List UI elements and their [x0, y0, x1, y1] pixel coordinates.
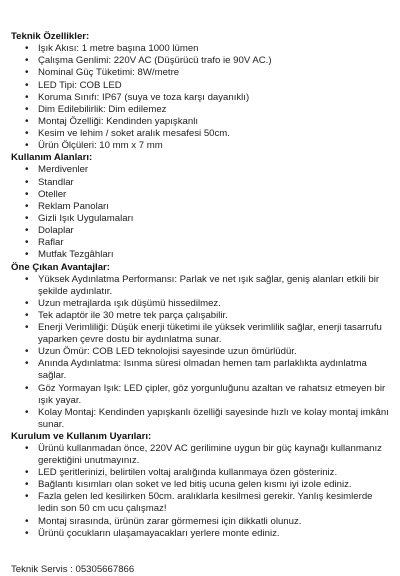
list-item: • Uzun Ömür: COB LED teknolojisi sayesinde uzun ömürlüdür. [25, 346, 392, 358]
list-item: • Standlar [25, 177, 392, 189]
list-item: • Dolaplar [25, 225, 392, 237]
list-item: • Nominal Güç Tüketimi: 8W/metre [25, 67, 392, 79]
list-item: • Montaj sırasında, ürünün zarar görmemesi için dikkatli olunuz. [25, 516, 392, 528]
list-item: • Bağlantı kısımları olan soket ve led bitiş ucuna gelen kısmı iyi izole ediniz. [25, 479, 392, 491]
uses-heading: Kullanım Alanları: [11, 152, 93, 164]
list-item: • Gizli Işık Uygulamaları [25, 213, 392, 225]
list-item: • Ürünü kullanmadan önce, 220V AC gerilimine uygun bir güç kaynağı kullanmanız gerektiğini unutmayınız. [25, 443, 392, 467]
list-item: • Dim Edilebilirlik: Dim edilemez [25, 104, 392, 116]
list-item: • Göz Yormayan Işık: LED çipler, göz yorgunluğunu azaltan ve rahatsız etmeyen bir ışık yayar. [25, 383, 392, 407]
list-item: • LED şeritlerinizi, belirtilen voltaj aralığında kullanmaya özen gösteriniz. [25, 467, 392, 479]
list-item: • Ürünü çocukların ulaşamayacakları yerlere monte ediniz. [25, 528, 392, 540]
list-item: • Çalışma Genlimi: 220V AC (Düşürücü trafo ie 90V AC.) [25, 55, 392, 67]
list-item: • Tek adaptör ile 30 metre tek parça çalışabilir. [25, 310, 392, 322]
warnings-list [11, 443, 392, 540]
list-item: • Mutfak Tezgâhları [25, 249, 392, 261]
list-item: • Kesim ve lehim / soket aralık mesafesi 50cm. [25, 128, 392, 140]
list-item: • Reklam Panoları [25, 201, 392, 213]
list-item: • Oteller [25, 189, 392, 201]
list-item: • Kolay Montaj: Kendinden yapışkanlı özelliği sayesinde hızlı ve kolay montaj imkânı sunar. [25, 407, 392, 431]
list-item: • Fazla gelen led kesilirken 50cm. aralıklarla kesilmesi gerekir. Yanlış kesimlerde ledin son 50 cm ucu çalışmaz! [25, 491, 392, 515]
list-item: • Enerji Verimliliği: Düşük enerji tüketimi ile yüksek verimlilik sağlar, enerji tasarrufu yaparken çevre dostu bir aydınlatma sunar. [25, 322, 392, 346]
list-item: • Montaj Özelliği: Kendinden yapışkanlı [25, 116, 392, 128]
list-item: • Ürün Ölçüleri: 10 mm x 7 mm [25, 140, 392, 152]
features-heading: Teknik Özellikler: [11, 31, 90, 42]
list-item: • Merdivenler [25, 164, 392, 176]
list-item: • Işık Akısı: 1 metre başına 1000 lümen [25, 43, 392, 55]
list-item: • Uzun metrajlarda ışık düşümü hissedilmez. [25, 298, 392, 310]
uses-list [11, 164, 392, 261]
list-item: • Anında Aydınlatma: Isınma süresi olmadan hemen tam parlaklıkta aydınlatma sağlar. [25, 358, 392, 382]
list-item: • Yüksek Aydınlatma Performansı: Parlak ve net ışık sağlar, geniş alanları etkili bir şekilde aydınlatır. [25, 274, 392, 298]
advantages-list [11, 274, 392, 431]
list-item: • Raflar [25, 237, 392, 249]
features-list [11, 43, 392, 152]
list-item: • LED Tipi: COB LED [25, 80, 392, 92]
list-item: • Koruma Sınıfı: IP67 (suya ve toza karşı dayanıklı) [25, 92, 392, 104]
advantages-heading: Öne Çıkan Avantajlar: [11, 261, 110, 273]
technical-service-contact: Teknik Servis : 05305667866 [11, 563, 135, 575]
warnings-heading: Kurulum ve Kullanım Uyarıları: [11, 430, 152, 442]
